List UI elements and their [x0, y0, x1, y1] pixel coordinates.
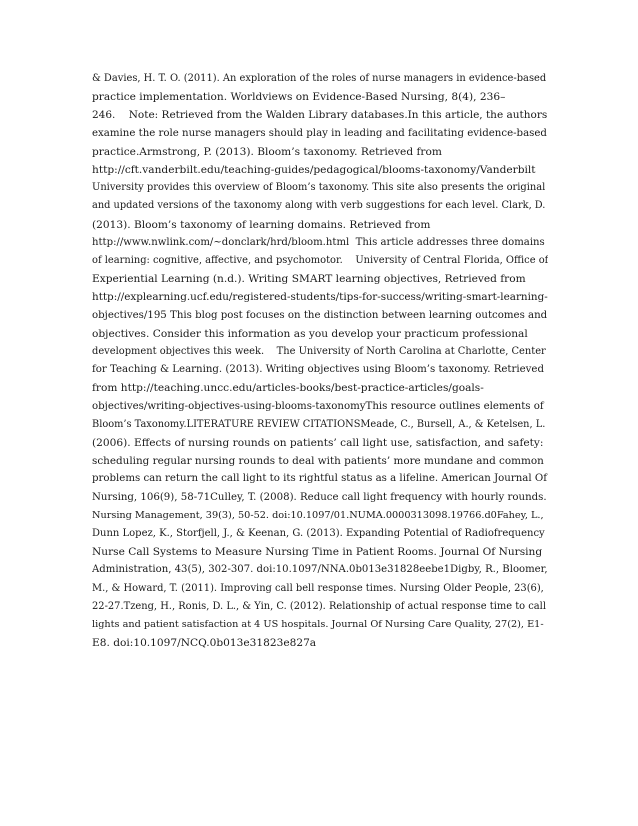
text-line: objectives/195 This blog post focuses on the distinction between learning outcomes and	[92, 309, 548, 321]
text-line: Nursing Management, 39(3), 50-52. doi:10.1097/01.NUMA.0000313098.19766.d0Fahey, L.,	[92, 509, 544, 521]
text-line: of learning: cognitive, affective, and psychomotor. University of Central Florida, Office of	[92, 255, 548, 267]
text-line: http://www.nwlink.com/~donclark/hrd/bloom.html This article addresses three domains	[92, 236, 545, 248]
text-line: development objectives this week. The University of North Carolina at Charlotte, Center	[92, 346, 546, 358]
text-line: for Teaching & Learning. (2013). Writing objectives using Bloom’s taxonomy. Retrieved	[92, 364, 544, 376]
text-line: University provides this overview of Bloom’s taxonomy. This site also presents the original	[92, 182, 546, 194]
text-line: http://cft.vanderbilt.edu/teaching-guides/pedagogical/blooms-taxonomy/Vanderbilt	[92, 164, 536, 177]
text-line: Experiential Learning (n.d.). Writing SMART learning objectives, Retrieved from	[92, 273, 526, 286]
text-line: (2013). Bloom’s taxonomy of learning domains. Retrieved from	[92, 218, 431, 231]
text-line: (2006). Effects of nursing rounds on patients’ call light use, satisfaction, and safety:	[92, 437, 544, 450]
text-line: and updated versions of the taxonomy along with verb suggestions for each level. Clark, D.	[92, 200, 546, 212]
text-line: 22-27.Tzeng, H., Ronis, D. L., & Yin, C. (2012). Relationship of actual response time to call	[92, 600, 546, 612]
text-line: Administration, 43(5), 302-307. doi:10.1097/NNA.0b013e31828eebe1Digby, R., Bloomer,	[92, 564, 548, 576]
text-line: examine the role nurse managers should play in leading and facilitating evidence-based	[92, 127, 547, 139]
text-line: problems can return the call light to its rightful status as a lifeline. American Journal Of	[92, 473, 547, 485]
text-line: 246. Note: Retrieved from the Walden Library databases.In this article, the authors	[92, 109, 548, 122]
text-line: E8. doi:10.1097/NCQ.0b013e31823e827a	[92, 637, 317, 650]
text-line: objectives. Consider this information as you develop your practicum professional	[92, 327, 528, 340]
text-line: Nursing, 106(9), 58-71Culley, T. (2008). Reduce call light frequency with hourly rounds.	[92, 491, 547, 503]
text-line: Bloom’s Taxonomy.LITERATURE REVIEW CITATIONSMeade, C., Bursell, A., & Ketelsen, L.	[92, 418, 546, 430]
text-line: Dunn Lopez, K., Storfjell, J., & Keenan, G. (2013). Expanding Potential of Radiofrequency	[92, 528, 545, 540]
text-line: objectives/writing-objectives-using-blooms-taxonomyThis resource outlines elements of	[92, 400, 544, 412]
text-line: practice.Armstrong, P. (2013). Bloom’s taxonomy. Retrieved from	[92, 145, 442, 158]
text-line: from http://teaching.uncc.edu/articles-books/best-practice-articles/goals-	[92, 382, 484, 395]
reference-text-block	[92, 70, 548, 653]
text-line: lights and patient satisfaction at 4 US hospitals. Journal Of Nursing Care Quality, 27(2), E1-	[92, 619, 544, 631]
text-line: & Davies, H. T. O. (2011). An exploration of the roles of nurse managers in evidence-based	[92, 73, 547, 84]
text-line: M., & Howard, T. (2011). Improving call bell response times. Nursing Older People, 23(6),	[92, 582, 544, 594]
text-line: scheduling regular nursing rounds to deal with patients’ more mundane and common	[92, 455, 544, 468]
text-line: Nurse Call Systems to Measure Nursing Time in Patient Rooms. Journal Of Nursing	[92, 546, 543, 559]
text-line: practice implementation. Worldviews on Evidence-Based Nursing, 8(4), 236–	[92, 91, 506, 104]
text-line: http://explearning.ucf.edu/registered-students/tips-for-success/writing-smart-learning-	[92, 291, 548, 304]
